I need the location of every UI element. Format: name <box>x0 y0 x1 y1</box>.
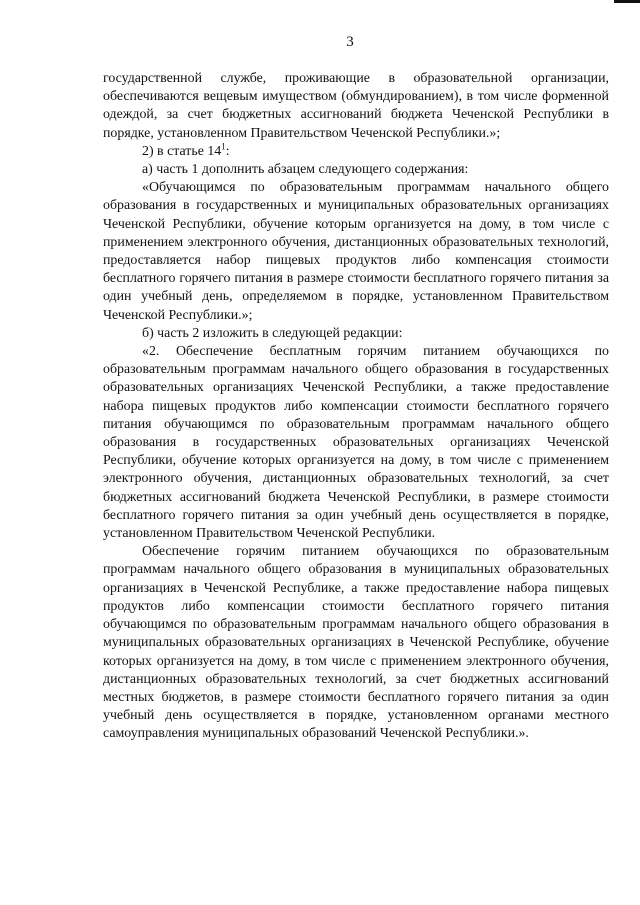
page-number: 3 <box>346 34 354 50</box>
paragraph-item-2 <box>103 143 609 161</box>
paragraph-quoted-addition: «Обучающимся по образовательным программам начального общего образования в государственных и муниципальных образовательных организациях Чеченской Республики, обучение которым организуется на дому, в том числе с применением электронного обучения, дистанционных образовательных технологий, предоставляется набор пищевых продуктов либо компенсация стоимости бесплатного горячего питания в размере стоимости бесплатного горячего питания за один учебный день, определяемом в порядке, установленном Правительством Чеченской Республики.»; <box>103 180 609 323</box>
paragraph-subitem-a: а) часть 1 дополнить абзацем следующего содержания: <box>142 162 469 178</box>
paragraph-part-2-municipal: Обеспечение горячим питанием обучающихся по образовательным программам начального общего образования в муниципальных образовательных организациях в Чеченской Республике, а также предоставление набора пищевых продуктов либо компенсации стоимости бесплатного горячего питания обучающимся по образовательным программам начального общего образования в муниципальных образовательных организациях в Чеченской Республике, обучение которых организуется на дому, в том числе с применением электронного обучения, дистанционных образовательных технологий, за счет бюджетных ассигнований местных бюджетов, в размере стоимости бесплатного горячего питания за один учебный день осуществляется в порядке, установленном органами местного самоуправления муниципальных образований Чеченской Республики.». <box>103 544 609 742</box>
article-superscript: 1 <box>221 141 226 152</box>
document-body <box>103 70 609 744</box>
paragraph-subitem-b: б) часть 2 изложить в следующей редакции: <box>142 325 403 341</box>
corner-mark <box>614 0 640 3</box>
item-2-text: 2) в статье 14 <box>142 143 222 159</box>
paragraph-part-2-state: «2. Обеспечение бесплатным горячим питанием обучающихся по образовательным программам начального общего образования в государственных образовательных организациях Чеченской Республики, а также предоставление набора пищевых продуктов либо компенсации стоимости бесплатного горячего питания обучающимся по образовательным программам начального общего образования в государственных образовательных организациях Чеченской Республики, обучение которых организуется на дому, в том числе с применением электронного обучения, дистанционных образовательных технологий, за счет бюджетных ассигнований бюджета Чеченской Республики, в размере стоимости бесплатного горячего питания за один учебный день осуществляется в порядке, установленном Правительством Чеченской Республики. <box>103 344 609 542</box>
item-2-suffix: : <box>225 143 230 159</box>
paragraph-continuation: государственной службе, проживающие в образовательной организации, обеспечиваются вещевым имуществом (обмундированием), в том числе форменной одеждой, за счет бюджетных ассигнований бюджета Чеченской Республики в порядке, установленном Правительством Чеченской Республики.»; <box>103 71 609 141</box>
